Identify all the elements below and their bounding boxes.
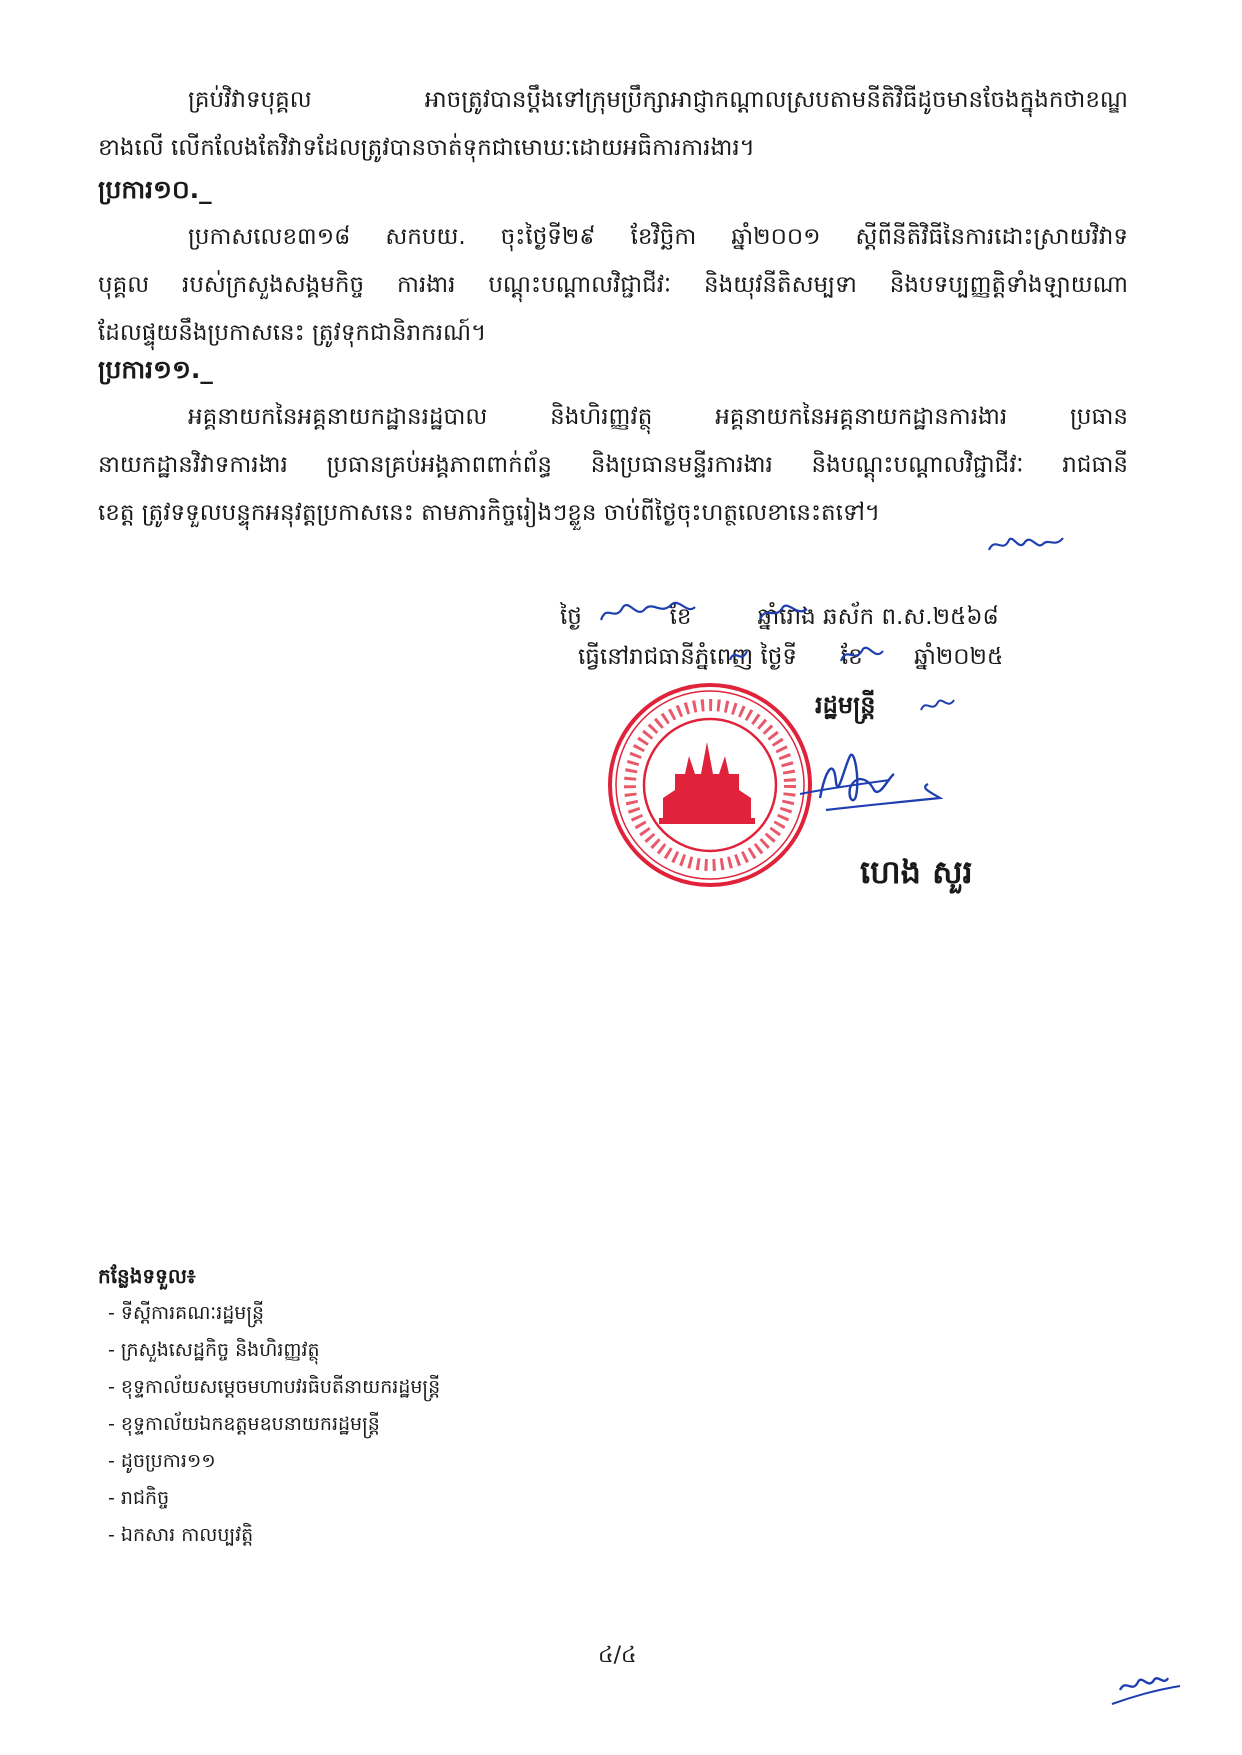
page-number: ៤/៤ [598, 1643, 637, 1668]
title-initial-mark [918, 690, 958, 720]
distribution-item: - រាជកិច្ច [108, 1487, 170, 1509]
place-date-line: ធ្វើនៅរាជធានីភ្នំពេញ ថ្ងៃទី ខែ ឆ្នាំ២០២៥ [578, 644, 1004, 670]
signatory-title: រដ្ឋមន្ត្រី [815, 691, 876, 719]
article-10-body [98, 213, 1128, 357]
distribution-title: កន្លែងទទួល៖ [98, 1264, 196, 1288]
article-11-line-2: នាយកដ្ឋានវិវាទការងារ ប្រធានគ្រប់អង្គភាពពាក់ព័ន្ធ និងប្រធានមន្ទីរការងារ និងបណ្ដុះបណ្ដាលវិជ្ជាជីវៈ រាជធានី [98, 452, 1128, 478]
article-10-line-1: ប្រកាសលេខ៣១៨ សកបយ. ចុះថ្ងៃទី២៩ ខែវិច្ឆិកា ឆ្នាំ២០០១ ស្ដីពីនីតិវិធីនៃការដោះស្រាយវិវាទ [188, 224, 1128, 250]
official-seal [603, 678, 818, 893]
distribution-item: - ឯកសារ កាលប្បវត្តិ [108, 1524, 254, 1546]
intro-line-2: ខាងលើ លើកលែងតែវិវាទដែលត្រូវបានចាត់ទុកជាមោឃៈដោយអធិការការងារ។ [98, 135, 755, 161]
intro-line-1: គ្រប់វិវាទបុគ្គល អាចត្រូវបានប្ដឹងទៅក្រុមប្រឹក្សាអាជ្ញាកណ្ដាលស្របតាមនីតិវិធីដូចមានចែងក្នុងកថាខណ្ឌ [188, 87, 1128, 113]
distribution-list [98, 1258, 440, 1554]
lunar-date-line: ថ្ងៃ ខែ ឆ្នាំរោង ឆស័ក ព.ស.២៥៦៨ [560, 604, 999, 630]
article-10-line-2: បុគ្គល របស់ក្រសួងសង្គមកិច្ច ការងារ បណ្ដុះបណ្ដាលវិជ្ជាជីវៈ និងយុវនីតិសម្បទា និងបទប្បញ្ញត្តិទាំងឡាយណា [98, 272, 1128, 298]
intro-paragraph [98, 76, 1128, 172]
minister-signature [790, 738, 960, 828]
distribution-item: - ខុទ្ទកាល័យសម្ដេចមហាបវរធិបតីនាយករដ្ឋមន្ត្រី [108, 1376, 441, 1398]
article-11-line-3: ខេត្ត ត្រូវទទួលបន្ទុកអនុវត្តប្រកាសនេះ តាមភារកិច្ចរៀងៗខ្លួន ចាប់ពីថ្ងៃចុះហត្ថលេខានេះតទៅ។ [98, 500, 881, 526]
article-11-body [98, 393, 1128, 537]
signatory-name: ហេង សួរ [860, 853, 973, 891]
article-11-line-1: អគ្គនាយកនៃអគ្គនាយកដ្ឋានរដ្ឋបាល និងហិរញ្ញវត្ថុ អគ្គនាយកនៃអគ្គនាយកដ្ឋានការងារ ប្រធាន [188, 404, 1128, 430]
corner-initials-mark [1110, 1660, 1190, 1710]
initials-mark [985, 530, 1075, 560]
distribution-item: - ក្រសួងសេដ្ឋកិច្ច និងហិរញ្ញវត្ថុ [108, 1339, 320, 1361]
distribution-item: - ទីស្ដីការគណៈរដ្ឋមន្ត្រី [108, 1302, 265, 1324]
article-11-heading: ប្រការ១១._ [98, 355, 213, 384]
handwritten-date-fills [595, 585, 1015, 680]
article-10-heading: ប្រការ១០._ [98, 175, 212, 204]
distribution-item: - ដូចប្រការ១១ [108, 1450, 216, 1472]
distribution-item: - ខុទ្ទកាល័យឯកឧត្ដមឧបនាយករដ្ឋមន្ត្រី [108, 1413, 380, 1435]
article-10-line-3: ដែលផ្ទុយនឹងប្រកាសនេះ ត្រូវទុកជានិរាករណ៍។ [98, 320, 487, 346]
